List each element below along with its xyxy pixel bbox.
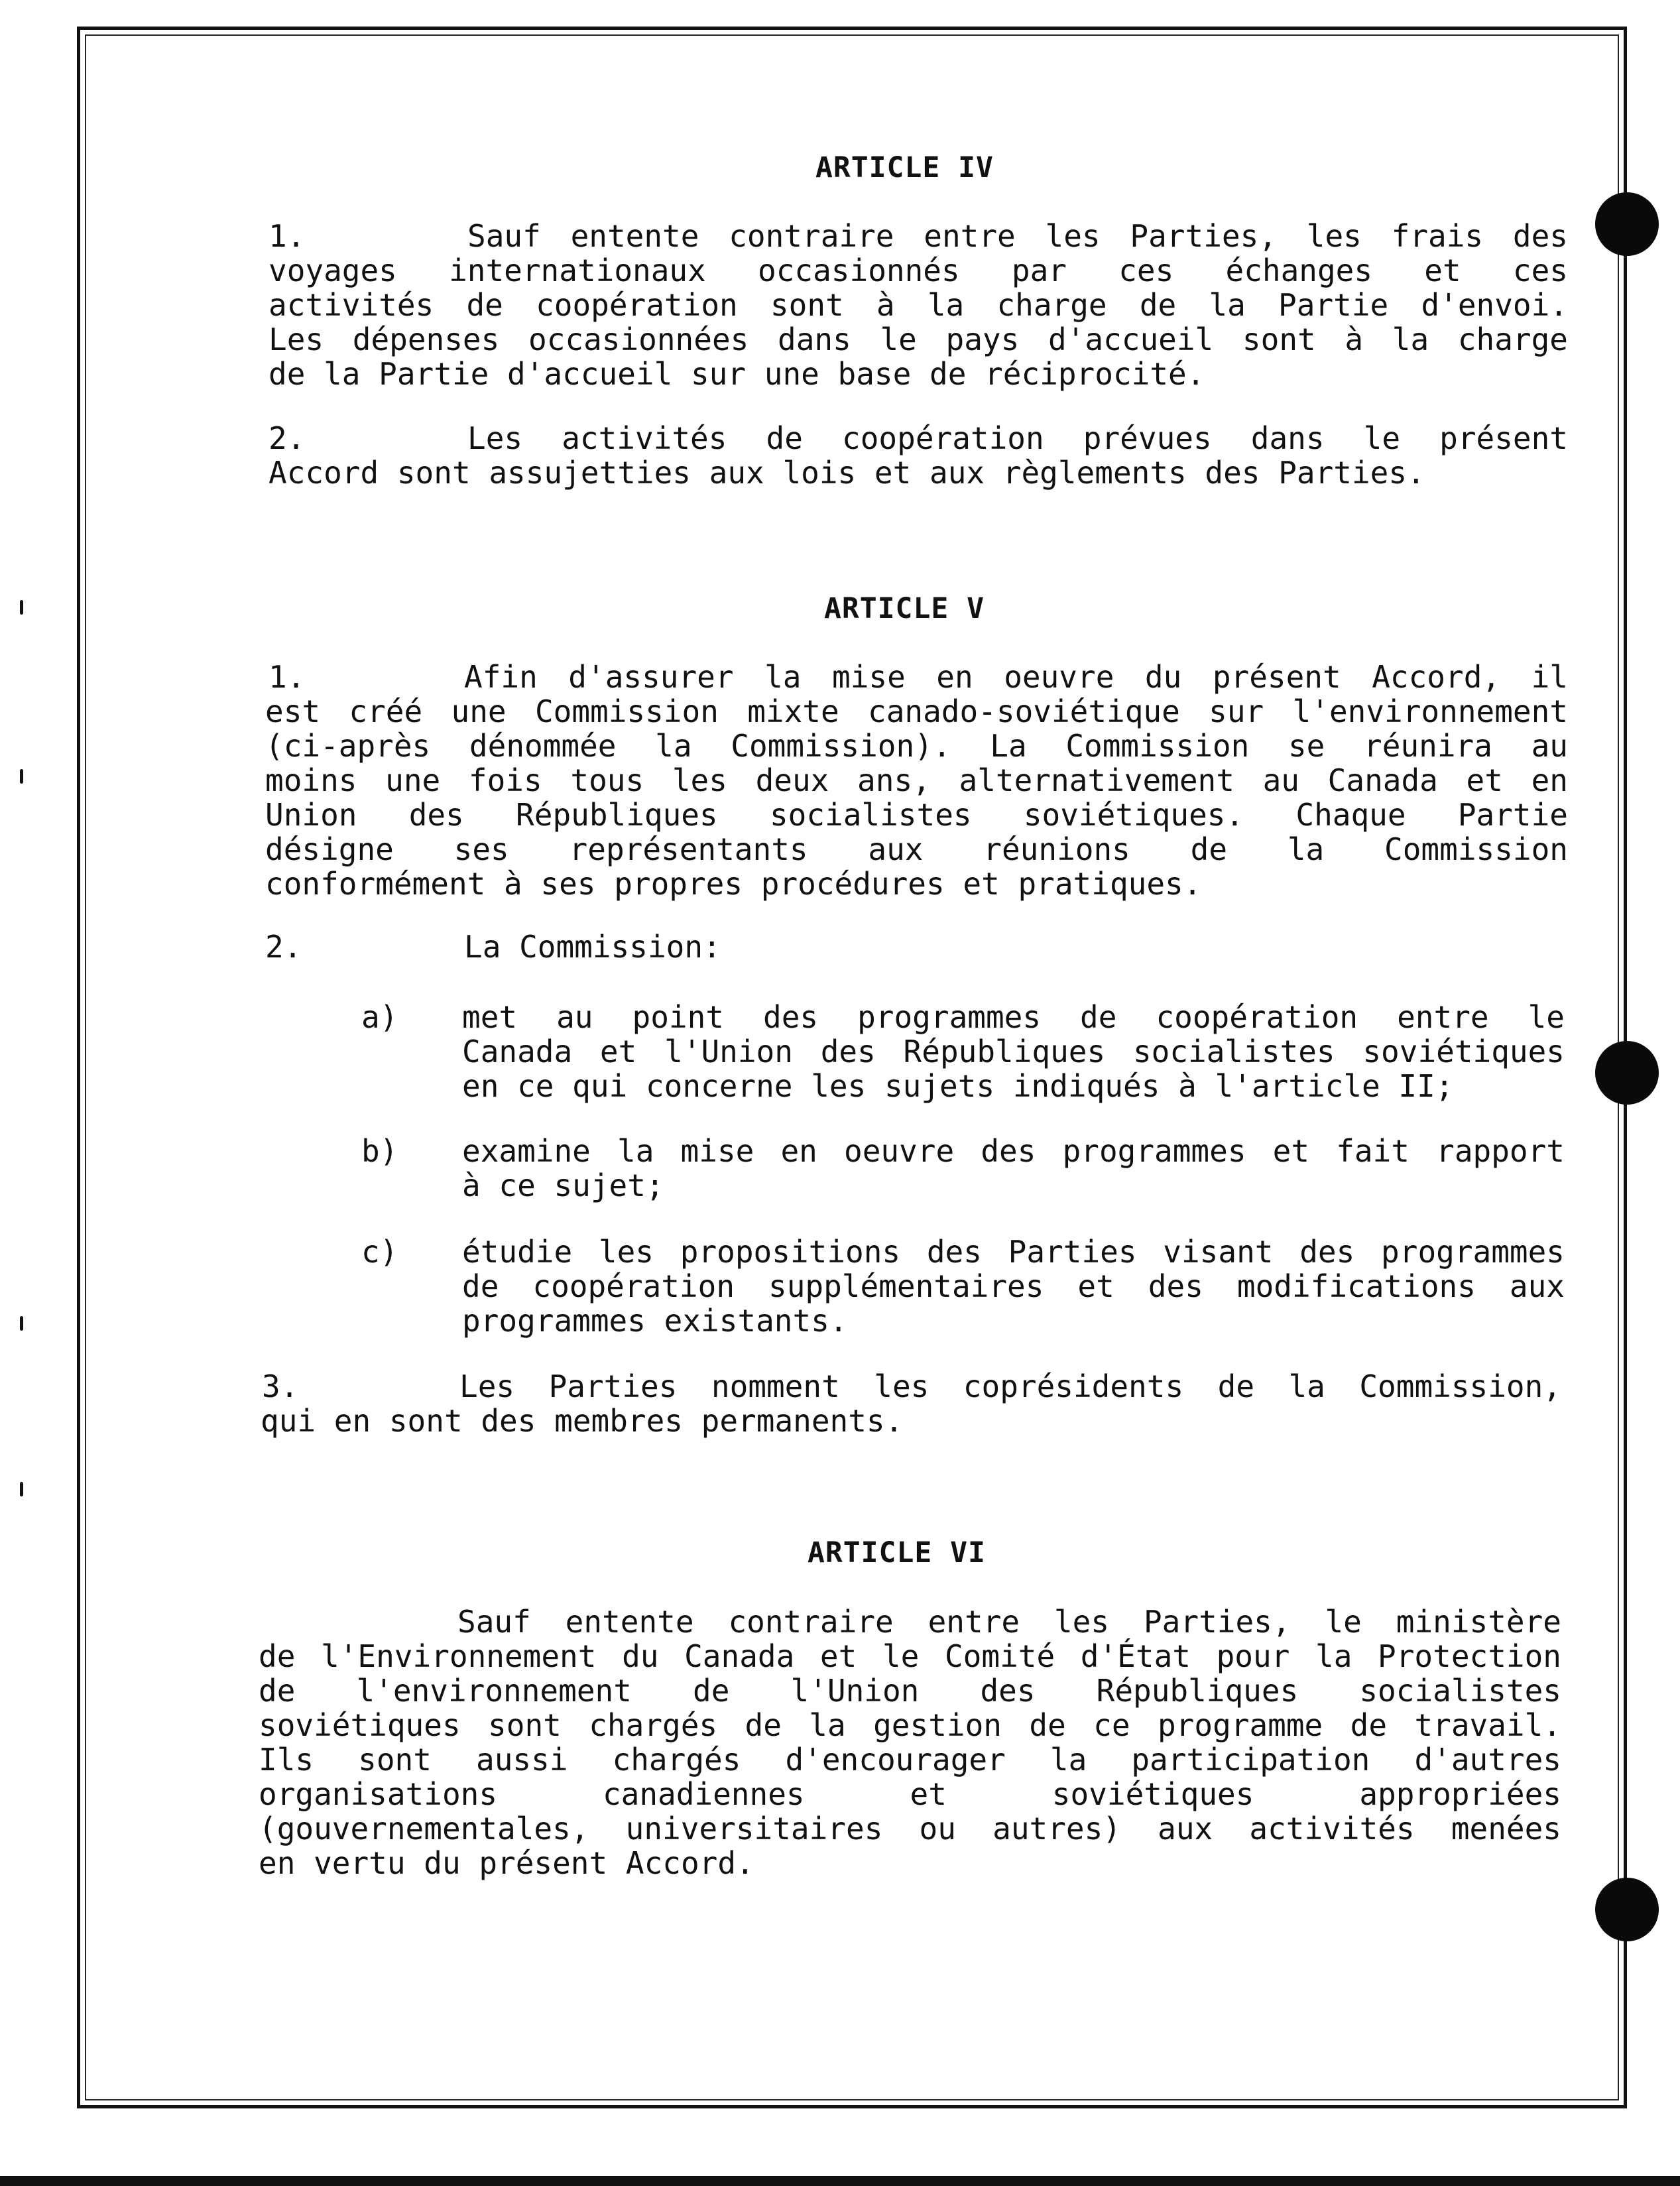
text-line: Les dépenses occasionnées dans le pays d'accueil sont à la charge [269,322,1568,357]
article-5-para-1-number: 1. [269,659,306,695]
binding-mark [20,600,23,615]
text-line: voyages internationaux occasionnés par ces échanges et ces [269,253,1568,288]
text-line: Canada et l'Union des Républiques socialistes soviétiques [462,1034,1565,1069]
text-line: activités de coopération sont à la charge de la Partie d'envoi. [269,287,1568,323]
article-5-heading: ARTICLE V [824,592,985,625]
article-4-para-1 [269,219,1568,391]
text-line: Accord sont assujetties aux lois et aux règlements des Parties. [269,455,1425,491]
text-line: à ce sujet; [462,1168,664,1203]
binding-mark [20,1482,23,1496]
bottom-scan-edge [0,2176,1680,2186]
text-line: de coopération supplémentaires et des modifications aux [462,1268,1565,1304]
article-5-para-2-intro: La Commission: [464,929,721,965]
item-c-label: c) [361,1234,398,1270]
item-a-label: a) [361,999,398,1035]
binding-mark [20,769,23,784]
article-5-para-1 [265,660,1568,901]
text-line: (ci-après dénommée la Commission). La Commission se réunira au [265,728,1568,764]
binding-mark [20,1316,23,1331]
article-5-para-3 [261,1369,1561,1438]
item-a-text [462,1000,1565,1103]
text-line: en vertu du présent Accord. [259,1845,754,1881]
text-line: soviétiques sont chargés de la gestion de ce programme de travail. [259,1707,1561,1743]
text-line: Les Parties nomment les coprésidents de la Commission, [459,1368,1561,1404]
item-b-label: b) [361,1133,398,1169]
text-line: de la Partie d'accueil sur une base de réciprocité. [269,356,1205,392]
text-line: conformément à ses propres procédures et pratiques. [265,866,1202,902]
text-line: programmes existants. [462,1303,848,1339]
text-line: met au point des programmes de coopération entre le [462,999,1565,1035]
text-line: Sauf entente contraire entre les Parties, les frais des [467,218,1568,254]
item-c-text [462,1235,1565,1338]
text-line: de l'environnement de l'Union des Républiques socialistes [259,1673,1561,1709]
punch-hole-top [1595,192,1659,256]
text-line: (gouvernementales, universitaires ou autres) aux activités menées [259,1811,1561,1847]
article-6-heading: ARTICLE VI [808,1536,986,1569]
article-5-para-2-number: 2. [265,929,302,965]
item-b-text [462,1134,1565,1203]
text-line: examine la mise en oeuvre des programmes et fait rapport [462,1133,1565,1169]
article-5-para-3-number: 3. [262,1368,299,1404]
text-line: désigne ses représentants aux réunions de la Commission [265,831,1568,867]
article-6-para-1 [259,1605,1561,1880]
article-4-heading: ARTICLE IV [815,151,994,184]
text-line: moins une fois tous les deux ans, alternativement au Canada et en [265,762,1568,798]
text-line: Sauf entente contraire entre les Parties, le ministère [457,1604,1561,1640]
text-line: Les activités de coopération prévues dans le présent [467,420,1568,456]
text-line: organisations canadiennes et soviétiques appropriées [259,1776,1561,1812]
text-line: étudie les propositions des Parties visant des programmes [462,1234,1565,1270]
text-line: en ce qui concerne les sujets indiqués à l'article II; [462,1068,1454,1104]
article-4-para-2 [269,421,1568,490]
article-4-para-1-number: 1. [269,218,306,254]
text-line: qui en sont des membres permanents. [261,1403,904,1439]
text-line: Ils sont aussi chargés d'encourager la participation d'autres [259,1742,1561,1778]
text-line: de l'Environnement du Canada et le Comité d'État pour la Protection [259,1638,1561,1674]
text-line: Afin d'assurer la mise en oeuvre du présent Accord, il [464,659,1568,695]
punch-hole-bottom [1595,1878,1659,1941]
text-line: Union des Républiques socialistes soviétiques. Chaque Partie [265,797,1568,833]
punch-hole-middle [1595,1041,1659,1105]
text-line: est créé une Commission mixte canado-soviétique sur l'environnement [265,694,1568,729]
article-4-para-2-number: 2. [269,420,306,456]
